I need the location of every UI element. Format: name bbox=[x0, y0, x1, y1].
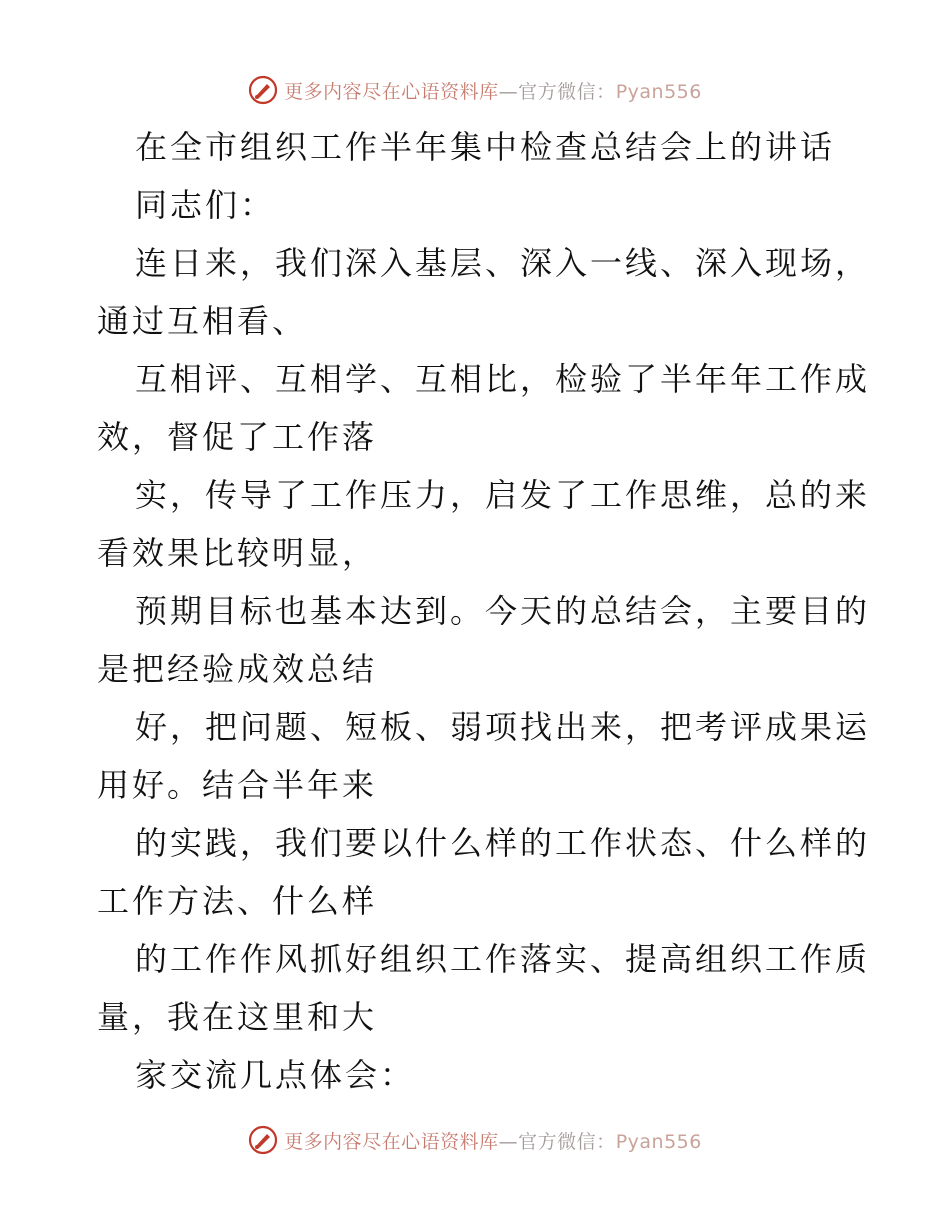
watermark-wechat-label: 官方微信： bbox=[518, 80, 616, 103]
text-line: 互相评、互相学、互相比，检验了半年年工作成 bbox=[135, 360, 871, 398]
text-line: 实，传导了工作压力，启发了工作思维，总的来 bbox=[135, 476, 871, 514]
pen-nib-seal-icon bbox=[248, 75, 278, 105]
text-line: 看效果比较明显， bbox=[97, 534, 378, 572]
header-watermark bbox=[0, 72, 950, 108]
watermark-wechat-id: Pyan556 bbox=[615, 1130, 702, 1153]
text-line: 预期目标也基本达到。今天的总结会，主要目的 bbox=[135, 592, 871, 630]
text-line: 家交流几点体会： bbox=[135, 1056, 416, 1094]
watermark-brand: 更多内容尽在心语资料库 bbox=[284, 80, 499, 103]
text-line: 连日来，我们深入基层、深入一线、深入现场， bbox=[135, 244, 871, 282]
watermark-wechat-label: 官方微信： bbox=[518, 1130, 616, 1153]
footer-watermark bbox=[0, 1122, 950, 1158]
text-line: 是把经验成效总结 bbox=[97, 650, 378, 688]
text-line: 的实践，我们要以什么样的工作状态、什么样的 bbox=[135, 824, 871, 862]
document-title: 在全市组织工作半年集中检查总结会上的讲话 bbox=[135, 128, 836, 166]
text-line: 同志们： bbox=[135, 186, 276, 224]
document-body bbox=[97, 118, 871, 1104]
watermark-wechat-id: Pyan556 bbox=[615, 80, 702, 103]
text-line: 工作方法、什么样 bbox=[97, 882, 378, 920]
pen-nib-seal-icon bbox=[248, 1125, 278, 1155]
text-line: 好，把问题、短板、弱项找出来，把考评成果运 bbox=[135, 708, 871, 746]
text-line: 通过互相看、 bbox=[97, 302, 308, 340]
text-line: 的工作作风抓好组织工作落实、提高组织工作质 bbox=[135, 940, 871, 978]
text-line: 效，督促了工作落 bbox=[97, 418, 378, 456]
watermark-dash: — bbox=[498, 1130, 519, 1153]
watermark-brand: 更多内容尽在心语资料库 bbox=[284, 1130, 499, 1153]
watermark-dash: — bbox=[498, 80, 519, 103]
text-line: 量，我在这里和大 bbox=[97, 998, 378, 1036]
text-line: 用好。结合半年来 bbox=[97, 766, 378, 804]
